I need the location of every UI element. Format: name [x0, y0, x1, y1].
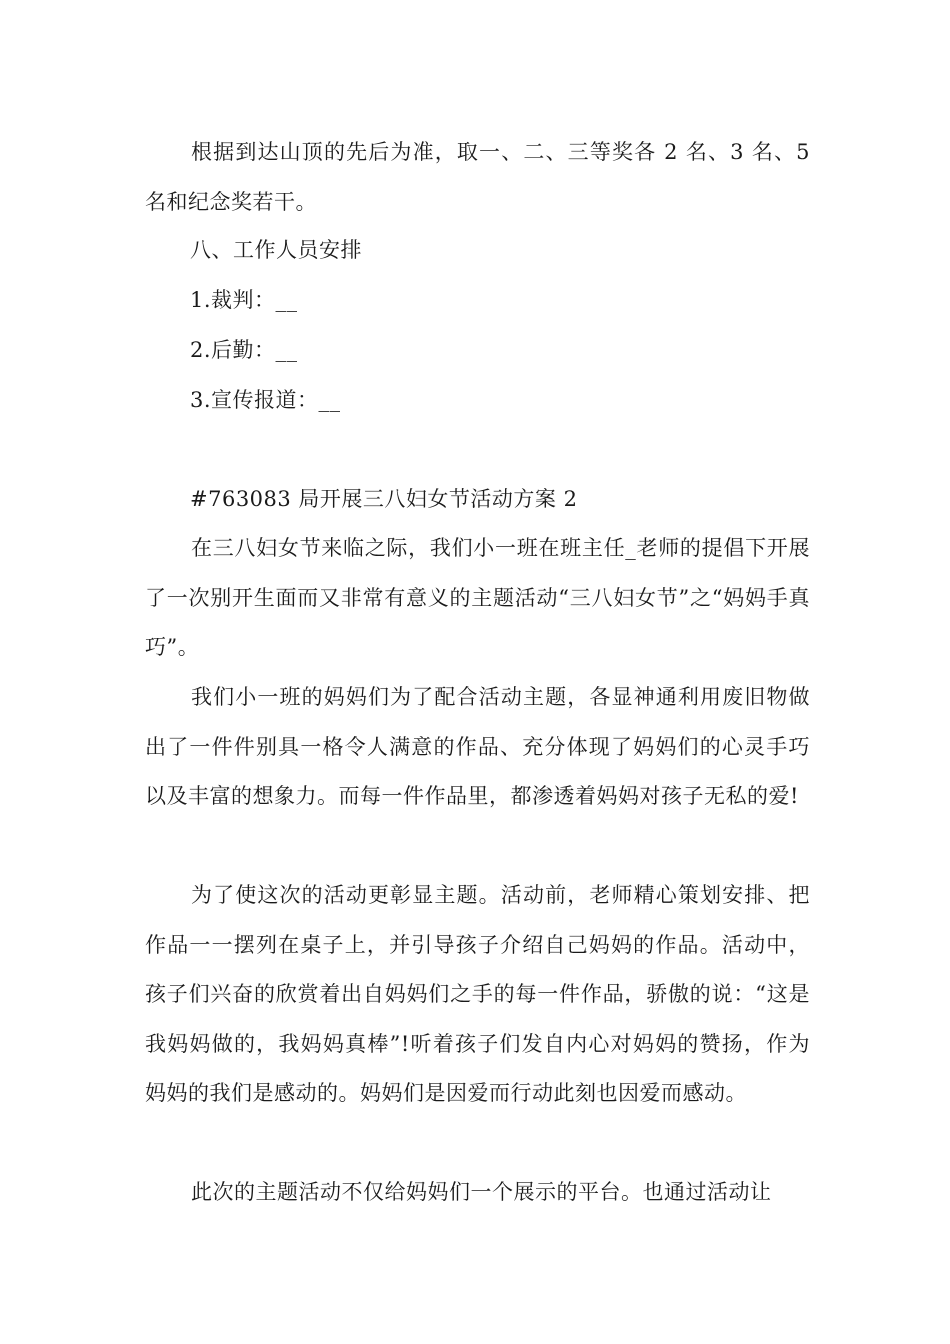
paragraph-mothers-works: 我们小一班的妈妈们为了配合活动主题，各显神通利用废旧物做出了一件件别具一格令人满意的作品、充分体现了妈妈们的心灵手巧以及丰富的想象力。而每一件作品里，都渗透着妈妈对孩子无私的爱! — [145, 685, 810, 808]
list-item-logistics: 2.后勤：__ — [190, 338, 298, 362]
list-item-publicity: 3.宣传报道：__ — [190, 388, 341, 412]
paragraph-intro: 在三八妇女节来临之际，我们小一班在班主任_老师的提倡下开展了一次别开生面而又非常有意义的主题活动“三八妇女节”之“妈妈手真巧”。 — [145, 536, 810, 659]
paragraph-awards: 根据到达山顶的先后为准，取一、二、三等奖各 2 名、3 名、5 名和纪念奖若干。 — [145, 140, 810, 214]
section-title: #763083 局开展三八妇女节活动方案 2 — [190, 487, 578, 511]
paragraph-closing: 此次的主题活动不仅给妈妈们一个展示的平台。也通过活动让 — [191, 1180, 772, 1204]
heading-staff-arrangement: 八、工作人员安排 — [190, 238, 362, 262]
list-item-referee: 1.裁判：__ — [190, 288, 298, 312]
paragraph-activity: 为了使这次的活动更彰显主题。活动前，老师精心策划安排、把作品一一摆列在桌子上，并引导孩子介绍自己妈妈的作品。活动中，孩子们兴奋的欣赏着出自妈妈们之手的每一件作品，骄傲的说：“这是我妈妈做的，我妈妈真棒”!听着孩子们发自内心对妈妈的赞扬，作为妈妈的我们是感动的。妈妈们是因爱而行动此刻也因爱而感动。 — [145, 883, 810, 1105]
